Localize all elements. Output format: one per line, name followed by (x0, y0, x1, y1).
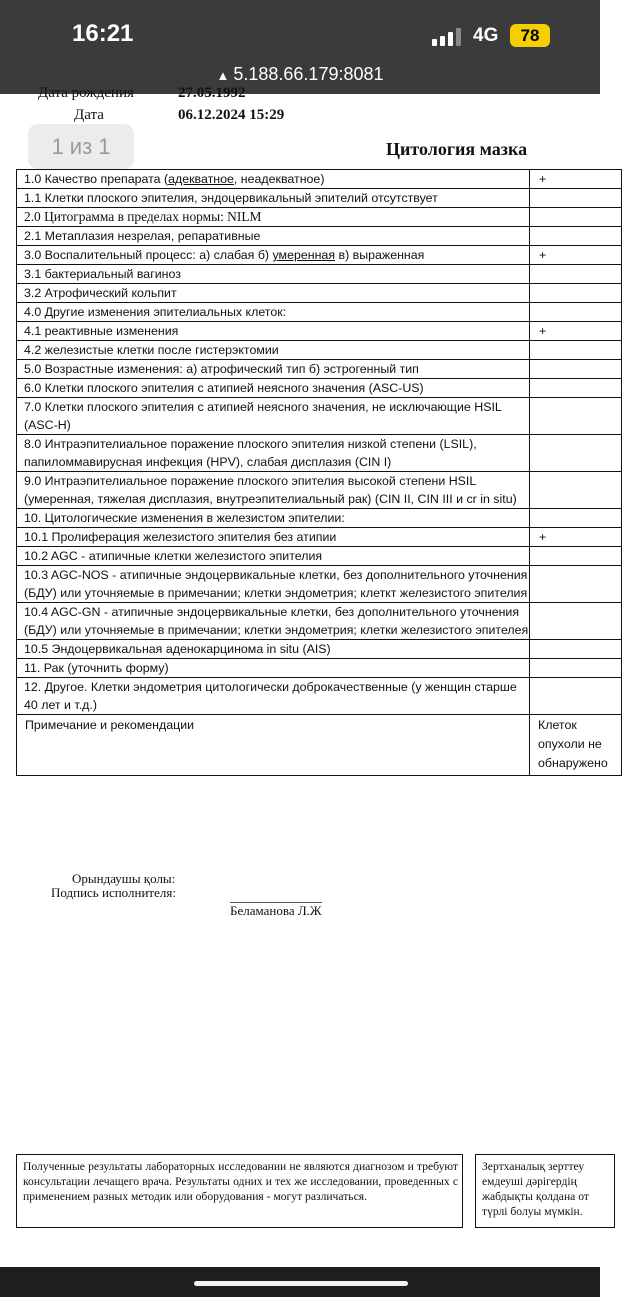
row-mark (530, 284, 622, 303)
row-text: 3.1 бактериальный вагиноз (24, 267, 181, 281)
table-row (17, 208, 622, 227)
row-label (17, 603, 530, 640)
network-type: 4G (473, 25, 499, 46)
row-text: 11. Рак (уточнить форму) (24, 661, 169, 675)
row-text: 1.0 Качество препарата ( (24, 172, 169, 186)
signer-name: Беламанова Л.Ж (230, 903, 322, 918)
row-label (17, 566, 530, 603)
table-row (17, 659, 622, 678)
table-row (17, 303, 622, 322)
disclaimer-kz (475, 1154, 615, 1228)
row-text: 2.1 Метаплазия незрелая, репаративные (24, 229, 261, 243)
row-text: 12. Другое. Клетки эндометрия цитологически доброкачественные (у женщин старше 40 лет и т.д.) (24, 680, 517, 712)
table-row (17, 284, 622, 303)
row-mark (530, 398, 622, 435)
row-label (17, 435, 530, 472)
row-label (17, 659, 530, 678)
table-row (17, 547, 622, 566)
row-label (17, 360, 530, 379)
row-label (17, 322, 530, 341)
table-row (17, 435, 622, 472)
disclaimer-ru: Полученные результаты лабораторных исследовании не являются диагнозом и требуют консультации лечащего врача. Результаты одних и тех же исследовании, проведенных с применением разных методик или оборудования - могут различаться. (16, 1154, 463, 1228)
row-text: 3.0 Воспалительный процесс: а) слабая б) (24, 248, 273, 262)
disclaimer-kz-line: Зертханалық зерттеу (482, 1160, 585, 1173)
row-label (17, 284, 530, 303)
signal-strength-icon (432, 28, 462, 46)
row-text: 4.1 реактивные изменения (24, 324, 179, 338)
row-text: 5.0 Возрастные изменения: а) атрофический тип б) эстрогенный тип (24, 362, 419, 376)
row-mark (530, 303, 622, 322)
underlined-option: умеренная (272, 248, 336, 262)
row-text: 10.2 AGC - атипичные клетки железистого эпителия (24, 549, 323, 563)
table-row (17, 227, 622, 246)
row-label (17, 303, 530, 322)
row-text: 3.2 Атрофический кольпит (24, 286, 177, 300)
row-text: 10. Цитологические изменения в железистом эпителии: (24, 511, 345, 525)
date-value: 06.12.2024 15:29 (178, 107, 285, 123)
date-label: Дата (74, 107, 104, 123)
note-row (17, 715, 622, 776)
home-bar (0, 1267, 600, 1297)
birth-date-label: Дата рождения (38, 85, 134, 101)
disclaimer-kz-line: түрлі болуы мүмкін. (482, 1205, 583, 1218)
disclaimer-kz-line: жабдықты қолдана от (482, 1190, 589, 1203)
results-table (16, 169, 622, 776)
table-row (17, 528, 622, 547)
signature-label-kz: Орындаушы қолы: (72, 871, 176, 886)
status-bar (0, 0, 600, 94)
row-mark (530, 265, 622, 284)
row-label (17, 227, 530, 246)
row-mark (530, 189, 622, 208)
row-text: 4.0 Другие изменения эпителиальных клеток: (24, 305, 287, 319)
row-label (17, 265, 530, 284)
row-mark (530, 509, 622, 528)
row-mark: + (530, 528, 622, 547)
row-label (17, 208, 530, 227)
table-row (17, 398, 622, 435)
row-text: в) выраженная (335, 248, 425, 262)
status-time: 16:21 (72, 20, 134, 47)
note-label: Примечание и рекомендации (17, 715, 530, 776)
row-label (17, 379, 530, 398)
row-label (17, 246, 530, 265)
table-row (17, 566, 622, 603)
row-mark (530, 379, 622, 398)
row-text: 2.0 Цитограмма в пределах нормы: NILM (24, 209, 262, 224)
document-title: Цитология мазка (386, 139, 528, 159)
row-text: 10.1 Пролиферация железистого эпителия без атипии (24, 530, 337, 544)
row-text: , неадекватное) (233, 172, 325, 186)
row-mark: + (530, 322, 622, 341)
row-label (17, 509, 530, 528)
row-text: 10.3 AGC-NOS - атипичные эндоцервикальные клетки, без дополнительного уточнения (БДУ) или уточняемые в примечании; клетки эндометрия; клеткт железистого эпителия (24, 568, 528, 600)
table-row (17, 379, 622, 398)
home-indicator[interactable] (194, 1281, 408, 1286)
note-value: Клеток опухоли не обнаружено (530, 715, 622, 776)
signature-label-ru: Подпись исполнителя: (51, 885, 176, 900)
table-row (17, 341, 622, 360)
row-mark (530, 227, 622, 246)
url-text[interactable]: 5.188.66.179:8081 (233, 64, 384, 84)
table-row (17, 246, 622, 265)
row-label (17, 398, 530, 435)
row-mark (530, 360, 622, 379)
row-text: 9.0 Интраэпителиальное поражение плоского эпителия высокой степени HSIL (умеренная, тяжелая дисплазия, внутреэпителиальный рак) (CIN II, CIN III и cr in situ) (24, 474, 517, 506)
table-row (17, 678, 622, 715)
row-label (17, 341, 530, 360)
row-label (17, 678, 530, 715)
table-row (17, 170, 622, 189)
row-mark (530, 566, 622, 603)
table-row (17, 509, 622, 528)
row-mark (530, 678, 622, 715)
table-row (17, 189, 622, 208)
row-label (17, 528, 530, 547)
row-label (17, 189, 530, 208)
battery-icon: 78 (510, 24, 550, 47)
page-indicator: 1 из 1 (28, 124, 134, 169)
row-label (17, 547, 530, 566)
row-text: 10.4 AGC-GN - атипичные эндоцервикальные клетки, без дополнительного уточнения (БДУ) или уточняемые в примечании; клетки эндометрия; клетки железистого эпителея (24, 605, 529, 637)
table-row (17, 322, 622, 341)
underlined-option: адекватное (168, 172, 234, 186)
row-label (17, 472, 530, 509)
row-mark (530, 341, 622, 360)
table-row (17, 265, 622, 284)
row-mark (530, 435, 622, 472)
table-row (17, 603, 622, 640)
row-text: 10.5 Эндоцервикальная аденокарцинома in situ (AIS) (24, 642, 331, 656)
disclaimer-kz-line: емдеуші дәрігердің (482, 1175, 577, 1188)
row-mark (530, 208, 622, 227)
birth-date-row (38, 85, 338, 101)
row-mark: + (530, 170, 622, 189)
table-row (17, 360, 622, 379)
row-text: 8.0 Интраэпителиальное поражение плоского эпителия низкой степени (LSIL), папиломмавирусная инфекция (HPV), слабая дисплазия (CIN I) (24, 437, 477, 469)
row-text: 7.0 Клетки плоского эпителия с атипией неясного значения, не исключающие HSIL (ASC-H) (24, 400, 502, 432)
row-mark (530, 640, 622, 659)
row-mark (530, 659, 622, 678)
row-label (17, 170, 530, 189)
row-mark: + (530, 246, 622, 265)
row-text: 1.1 Клетки плоского эпителия, эндоцервикальный эпителий отсутствует (24, 191, 438, 205)
row-mark (530, 547, 622, 566)
row-mark (530, 472, 622, 509)
row-label (17, 640, 530, 659)
row-text: 4.2 железистые клетки после гистерэктомии (24, 343, 279, 357)
table-row (17, 640, 622, 659)
row-mark (530, 603, 622, 640)
address-bar[interactable] (0, 64, 600, 85)
row-text: 6.0 Клетки плоского эпителия с атипией неясного значения (ASC-US) (24, 381, 424, 395)
warning-triangle-icon: ▲ (216, 68, 230, 83)
table-row (17, 472, 622, 509)
birth-date-value: 27.05.1992 (178, 85, 246, 101)
